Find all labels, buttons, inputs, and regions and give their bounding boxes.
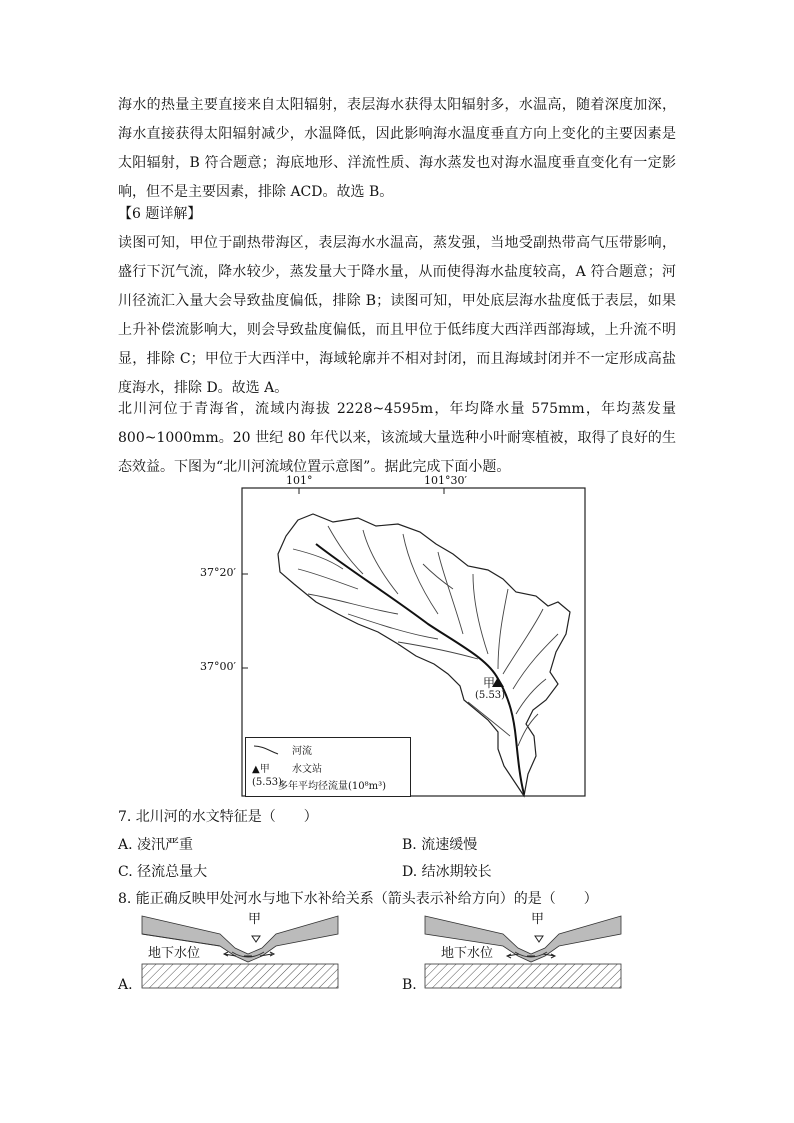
diagram-b-water-table: 地下水位 — [441, 946, 494, 961]
diagram-b-station: 甲 — [531, 912, 545, 927]
lat-label-37-20: 37°20′ — [200, 566, 236, 579]
q7-option-c[interactable]: C. 径流总量大 — [118, 864, 208, 880]
station-name: 甲 — [483, 676, 496, 690]
station-value: (5.53) — [475, 690, 506, 701]
question-7-stem: 7. 北川河的水文特征是（ ） — [118, 809, 318, 825]
map-legend — [245, 737, 411, 797]
lon-label-101: 101° — [286, 474, 313, 487]
solution-paragraph-6: 读图可知，甲位于副热带海区，表层海水水温高，蒸发强，当地受副热带高气压带影响，盛行下沉气流，降水较少，蒸发量大于降水量，从而使得海水盐度较高，A 符合题意；河川径流汇入量大会导致盐度偏低，排除 B；读图可知，甲处底层海水盐度低于表层，如果上升补偿流影响大，则会导致盐度偏低，而且甲位于低纬度大西洋西部海域，上升流不明显，排除 C；甲位于大西洋中，海域轮廓并不相对封闭，而且海域封闭并不一定形成高盐度海水，排除 D。故选 A。 — [118, 235, 676, 396]
q8-option-b-letter[interactable]: B. — [402, 977, 417, 993]
q7-option-a[interactable]: A. 凌汛严重 — [118, 837, 194, 853]
section-heading-6: 【6 题详解】 — [118, 206, 202, 222]
river-legend-icon — [252, 742, 282, 756]
legend-river-label: 河流 — [292, 746, 312, 757]
legend-flow-label: 多年平均径流量(10⁸m³) — [278, 781, 387, 792]
diagram-a-water-table: 地下水位 — [148, 946, 201, 961]
diagram-a-station: 甲 — [248, 912, 262, 927]
solution-paragraph-5: 海水的热量主要直接来自太阳辐射，表层海水获得太阳辐射多，水温高，随着深度加深，海水直接获得太阳辐射减少，水温降低，因此影响海水温度垂直方向上变化的主要因素是太阳辐射，B 符合题意；海底地形、洋流性质、海水蒸发也对海水温度垂直变化有一定影响，但不是主要因素，排除 ACD。故选 B。 — [118, 97, 676, 200]
q7-option-b[interactable]: B. 流速缓慢 — [402, 837, 478, 853]
intro-paragraph: 北川河位于青海省，流域内海拔 2228~4595m，年均降水量 575mm，年均蒸发量 800~1000mm。20 世纪 80 年代以来，该流域大量选种小叶耐寒植被，取得了良好的生态效益。下图为“北川河流域位置示意图”。据此完成下面小题。 — [118, 401, 676, 475]
legend-flow-symbol: (5.53) — [252, 777, 283, 788]
q8-option-a-letter[interactable]: A. — [118, 977, 133, 993]
lat-label-37-00: 37°00′ — [200, 660, 236, 673]
beichuan-basin-map — [198, 474, 598, 804]
legend-station-label: 水文站 — [292, 764, 322, 775]
lon-label-101-30: 101°30′ — [424, 474, 467, 487]
q7-option-d[interactable]: D. 结冰期较长 — [402, 864, 492, 880]
q8-diagram-b[interactable] — [423, 912, 623, 990]
question-8-stem: 8. 能正确反映甲处河水与地下水补给关系（箭头表示补给方向）的是（ ） — [118, 891, 598, 907]
legend-station-symbol: ▲甲 — [252, 764, 270, 775]
q8-diagram-a[interactable] — [140, 912, 340, 990]
